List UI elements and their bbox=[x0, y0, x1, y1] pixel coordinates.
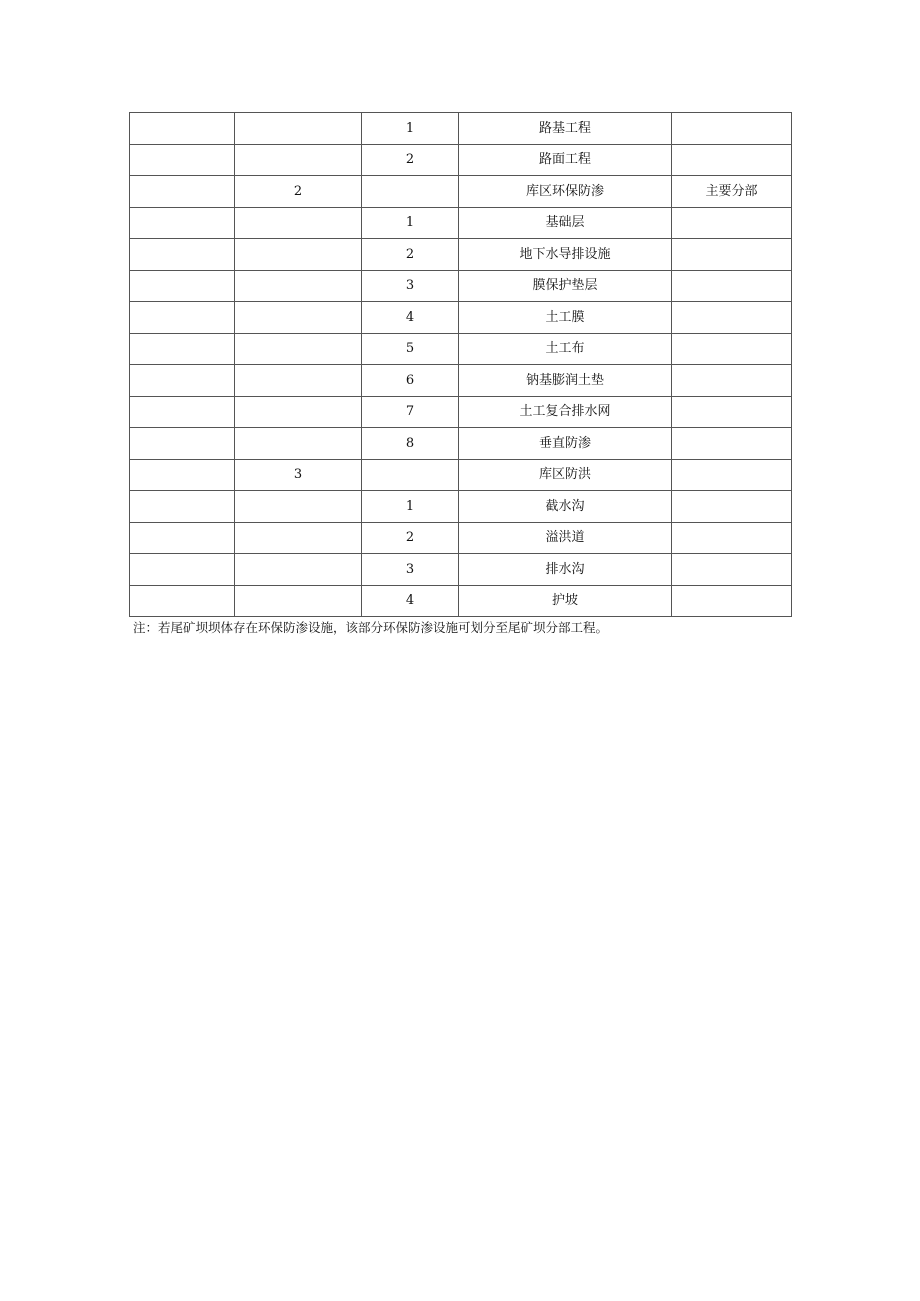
table-cell-col-item-number: 2 bbox=[235, 176, 362, 208]
division-table bbox=[129, 112, 792, 617]
table-cell-col-category bbox=[672, 491, 792, 523]
table-cell-col-blank bbox=[130, 365, 235, 397]
table-row bbox=[130, 144, 792, 176]
table-cell-col-item-number bbox=[235, 333, 362, 365]
table-cell-col-blank bbox=[130, 428, 235, 460]
table-cell-col-blank bbox=[130, 459, 235, 491]
table-cell-col-item-number bbox=[235, 396, 362, 428]
table-cell-col-item-number bbox=[235, 522, 362, 554]
table-row bbox=[130, 270, 792, 302]
table-cell-col-item-number bbox=[235, 113, 362, 145]
table-cell-col-name: 截水沟 bbox=[459, 491, 672, 523]
table-cell-col-sub-number: 5 bbox=[362, 333, 459, 365]
table-cell-col-item-number bbox=[235, 585, 362, 617]
table-cell-col-blank bbox=[130, 270, 235, 302]
table-row bbox=[130, 459, 792, 491]
table-cell-col-name: 基础层 bbox=[459, 207, 672, 239]
table-row bbox=[130, 333, 792, 365]
table-cell-col-blank bbox=[130, 491, 235, 523]
table-cell-col-name: 排水沟 bbox=[459, 554, 672, 586]
table-cell-col-blank bbox=[130, 396, 235, 428]
table-cell-col-category bbox=[672, 113, 792, 145]
table-cell-col-name: 路面工程 bbox=[459, 144, 672, 176]
table-cell-col-name: 护坡 bbox=[459, 585, 672, 617]
table-row bbox=[130, 365, 792, 397]
table-cell-col-name: 钠基膨润土垫 bbox=[459, 365, 672, 397]
table-cell-col-item-number bbox=[235, 144, 362, 176]
table-cell-col-item-number bbox=[235, 270, 362, 302]
table-cell-col-blank bbox=[130, 333, 235, 365]
table-cell-col-item-number bbox=[235, 554, 362, 586]
table-cell-col-blank bbox=[130, 113, 235, 145]
table-row bbox=[130, 396, 792, 428]
table-row bbox=[130, 239, 792, 271]
table-cell-col-category bbox=[672, 522, 792, 554]
table-cell-col-category bbox=[672, 207, 792, 239]
table-cell-col-name: 土工膜 bbox=[459, 302, 672, 334]
table-cell-col-category bbox=[672, 333, 792, 365]
table-cell-col-category bbox=[672, 459, 792, 491]
table-cell-col-category bbox=[672, 144, 792, 176]
table-note: 注：若尾矿坝坝体存在环保防渗设施，该部分环保防渗设施可划分至尾矿坝分部工程。 bbox=[133, 620, 609, 635]
table-cell-col-name: 库区防洪 bbox=[459, 459, 672, 491]
table-cell-col-category bbox=[672, 428, 792, 460]
table-cell-col-category bbox=[672, 270, 792, 302]
table-cell-col-name: 库区环保防渗 bbox=[459, 176, 672, 208]
table-cell-col-category bbox=[672, 302, 792, 334]
table-cell-col-sub-number: 1 bbox=[362, 113, 459, 145]
table-cell-col-sub-number: 4 bbox=[362, 302, 459, 334]
table-row bbox=[130, 585, 792, 617]
table-body bbox=[130, 113, 792, 617]
table-cell-col-category bbox=[672, 239, 792, 271]
table-cell-col-item-number bbox=[235, 239, 362, 271]
table-cell-col-item-number bbox=[235, 365, 362, 397]
table-cell-col-sub-number: 3 bbox=[362, 554, 459, 586]
table-row bbox=[130, 176, 792, 208]
table-cell-col-blank bbox=[130, 207, 235, 239]
table-cell-col-category bbox=[672, 396, 792, 428]
table-cell-col-name: 地下水导排设施 bbox=[459, 239, 672, 271]
table-cell-col-blank bbox=[130, 144, 235, 176]
table-cell-col-name: 垂直防渗 bbox=[459, 428, 672, 460]
table-cell-col-blank bbox=[130, 239, 235, 271]
table-cell-col-category bbox=[672, 365, 792, 397]
table-cell-col-sub-number: 2 bbox=[362, 144, 459, 176]
table-row bbox=[130, 491, 792, 523]
table-cell-col-sub-number: 6 bbox=[362, 365, 459, 397]
table-row bbox=[130, 522, 792, 554]
table-cell-col-sub-number: 1 bbox=[362, 207, 459, 239]
table-cell-col-item-number: 3 bbox=[235, 459, 362, 491]
table-row bbox=[130, 302, 792, 334]
table-cell-col-name: 溢洪道 bbox=[459, 522, 672, 554]
table-cell-col-blank bbox=[130, 176, 235, 208]
table-cell-col-category bbox=[672, 585, 792, 617]
table-cell-col-category bbox=[672, 554, 792, 586]
table-cell-col-sub-number bbox=[362, 459, 459, 491]
table-cell-col-blank bbox=[130, 302, 235, 334]
table-cell-col-sub-number: 2 bbox=[362, 522, 459, 554]
table-cell-col-name: 土工布 bbox=[459, 333, 672, 365]
table-cell-col-name: 路基工程 bbox=[459, 113, 672, 145]
table-cell-col-sub-number: 8 bbox=[362, 428, 459, 460]
table-cell-col-sub-number: 4 bbox=[362, 585, 459, 617]
table-row bbox=[130, 428, 792, 460]
table-row bbox=[130, 113, 792, 145]
table-cell-col-name: 土工复合排水网 bbox=[459, 396, 672, 428]
table-cell-col-sub-number: 3 bbox=[362, 270, 459, 302]
table-cell-col-sub-number: 2 bbox=[362, 239, 459, 271]
table-cell-col-item-number bbox=[235, 207, 362, 239]
table-row bbox=[130, 554, 792, 586]
table-cell-col-category: 主要分部 bbox=[672, 176, 792, 208]
table-row bbox=[130, 207, 792, 239]
table-cell-col-name: 膜保护垫层 bbox=[459, 270, 672, 302]
table-cell-col-item-number bbox=[235, 428, 362, 460]
table-cell-col-item-number bbox=[235, 302, 362, 334]
table-cell-col-sub-number bbox=[362, 176, 459, 208]
table-cell-col-blank bbox=[130, 554, 235, 586]
table-cell-col-blank bbox=[130, 522, 235, 554]
table-cell-col-sub-number: 1 bbox=[362, 491, 459, 523]
table-cell-col-item-number bbox=[235, 491, 362, 523]
table-cell-col-blank bbox=[130, 585, 235, 617]
table-cell-col-sub-number: 7 bbox=[362, 396, 459, 428]
